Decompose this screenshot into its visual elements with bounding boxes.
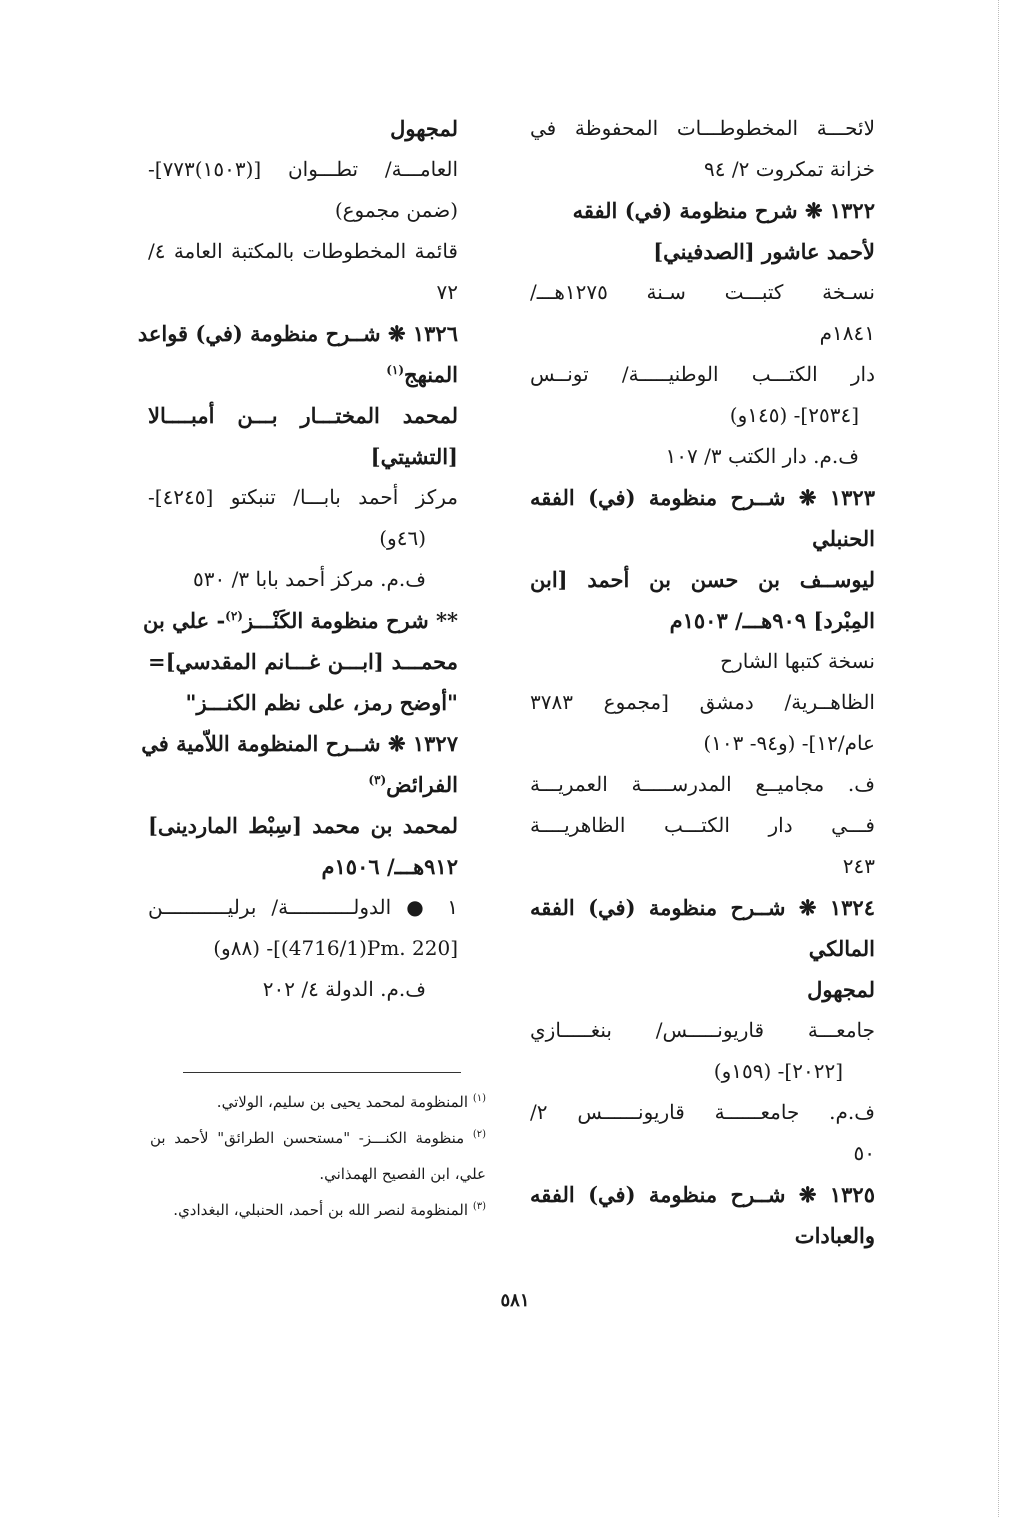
entry-heading-1327: ١٣٢٧ ❋ شــرح المنظومة اللاّمية في [141, 731, 458, 756]
entry-heading-1322: ١٣٢٢ ❋ شرح منظومة (في) الفقه [572, 198, 875, 223]
footnote-text: منظومة الكنـــز- "مستحسن الطرائق" لأحمد بن [150, 1129, 465, 1147]
entry-text: نسـخة كتبـــت سـنة ١٢٧٥هـــ/ [530, 280, 875, 304]
entry-author: لمحمد المختـــار بـــن أمبــــالا [148, 403, 458, 428]
entry-author: لأحمد عاشور [الصدفيني] [653, 239, 875, 264]
heading-text: - علي بن [143, 608, 226, 633]
footnote [150, 1084, 486, 1120]
footnotes [150, 1084, 486, 1228]
footnote [150, 1192, 486, 1228]
entry-text: قائمة المخطوطات بالمكتبة العامة ٤/ [148, 239, 458, 263]
entry-heading: الحنبلي [812, 526, 875, 551]
entry-text: عام/١٢]- (و٩٤- ١٠٣) [703, 731, 875, 755]
entry-text: العامـــة/ تطـــوان [(١٥٠٣)٧٧٣]- [148, 157, 458, 181]
scan-edge [998, 0, 1000, 1517]
heading-text: الفرائض [386, 772, 458, 797]
footnote-continuation: علي، ابن الفصيح الهمذاني. [319, 1165, 486, 1183]
footnote-number: (٣) [472, 1201, 486, 1212]
entry-text: جامعـــة قاريونـــــس/ بنغـــــازي [530, 1018, 875, 1042]
entry-text: مركز أحمد بابـــا/ تنبكتو [٤٢٤٥]- [148, 485, 458, 509]
left-column [137, 108, 458, 1010]
entry-text: لائحـــة المخطوطـــات المحفوظة في [530, 116, 875, 140]
entry-text: دار الكتـــب الوطنيـــــة/ تونــس [530, 362, 875, 386]
entry-text: نسخة كتبها الشارح [720, 649, 875, 673]
cross-reference-heading [143, 600, 458, 641]
entry-heading [148, 764, 458, 805]
entry-text: ف.م. الدولة ٤/ ٢٠٢ [262, 977, 426, 1001]
entry-text: ٥٠ [853, 1141, 875, 1165]
heading-text: المنهج [404, 362, 458, 387]
entry-text: ف.م. دار الكتب ٣/ ١٠٧ [665, 444, 859, 468]
entry-heading: والعبادات [794, 1223, 875, 1248]
footnote-marker: (١) [386, 363, 405, 377]
entry-text [148, 928, 458, 969]
entry-heading-1325: ١٣٢٥ ❋ شــرح منظومة (في) الفقه [530, 1182, 875, 1207]
shelfmark: [(4716/1)Pm. 220] [273, 936, 458, 960]
entry-text: فـــي دار الكتـــب الظاهريــــة [530, 813, 875, 837]
entry-heading-1324: ١٣٢٤ ❋ شــرح منظومة (في) الفقه [530, 895, 875, 920]
entry-heading [148, 354, 458, 395]
entry-text: (٤٦و) [379, 526, 426, 550]
entry-text: ٧٢ [436, 280, 458, 304]
folio-ref: - (٨٨و) [213, 936, 274, 960]
entry-text: [٢٥٣٤]- (١٤٥و) [729, 403, 859, 427]
footnote-text: المنظومة لنصر الله بن أحمد، الحنبلي، البغدادي. [173, 1201, 469, 1219]
entry-text: ف.م. مركز أحمد بابا ٣/ ٥٣٠ [193, 567, 426, 591]
footnote-number: (٢) [472, 1129, 486, 1140]
footnote-divider [183, 1072, 461, 1073]
entry-text: [٢٠٢٢]- (١٥٩و) [713, 1059, 843, 1083]
footnote-marker: (٣) [368, 773, 387, 787]
entry-heading-1323: ١٣٢٣ ❋ شــرح منظومة (في) الفقه [530, 485, 875, 510]
entry-author: لمجهول [390, 116, 458, 141]
entry-text: ١٨٤١م [819, 321, 875, 345]
entry-author: ليوســف بن حسن بن أحمد [ابن [530, 567, 875, 592]
entry-text: خزانة تمكروت ٢/ ٩٤ [704, 157, 875, 181]
heading-text: ** شرح منظومة الكَنْـــز [242, 608, 458, 633]
entry-text: الظاهــرية/ دمشق [مجموع ٣٧٨٣ [530, 690, 875, 714]
entry-heading: المالكي [808, 936, 875, 961]
entry-author: المِبْرد] ٩٠٩هـــ/ ١٥٠٣م [669, 608, 875, 633]
footnote-marker: (٢) [225, 609, 243, 623]
entry-text: (ضمن مجموع) [334, 198, 458, 222]
entry-heading-1326: ١٣٢٦ ❋ شــرح منظومة (في) قواعد [137, 321, 458, 346]
entry-author: [التشيتي] [370, 444, 458, 469]
page-number: ٥٨١ [500, 1290, 530, 1311]
cross-reference-title: "أوضح رمز، على نظم الكنـــز" [185, 690, 458, 715]
entry-author: لمجهول [807, 977, 875, 1002]
footnote [150, 1120, 486, 1156]
entry-text: ١ ● الدولـــــــــــة/ برليـــــــــــن [148, 895, 458, 919]
entry-author: ٩١٢هـــ/ ١٥٠٦م [321, 854, 458, 879]
footnote-number: (١) [472, 1093, 486, 1104]
entry-text: ٢٤٣ [842, 854, 875, 878]
entry-author: لمحمد بن محمد [سِبْط الماردينى] [148, 813, 458, 838]
entry-text: ف. مجاميــع المدرســـــة العمريـــة [530, 772, 875, 796]
right-column [530, 108, 875, 1256]
cross-reference-author: محمـــد [ابـــن غـــانم المقدسي]= [148, 649, 458, 674]
entry-text: ف.م. جامعــــــة قاريونــــــس ٢/ [530, 1100, 875, 1124]
footnote-text: المنظومة لمحمد يحيى بن سليم، الولاتي. [216, 1093, 469, 1111]
